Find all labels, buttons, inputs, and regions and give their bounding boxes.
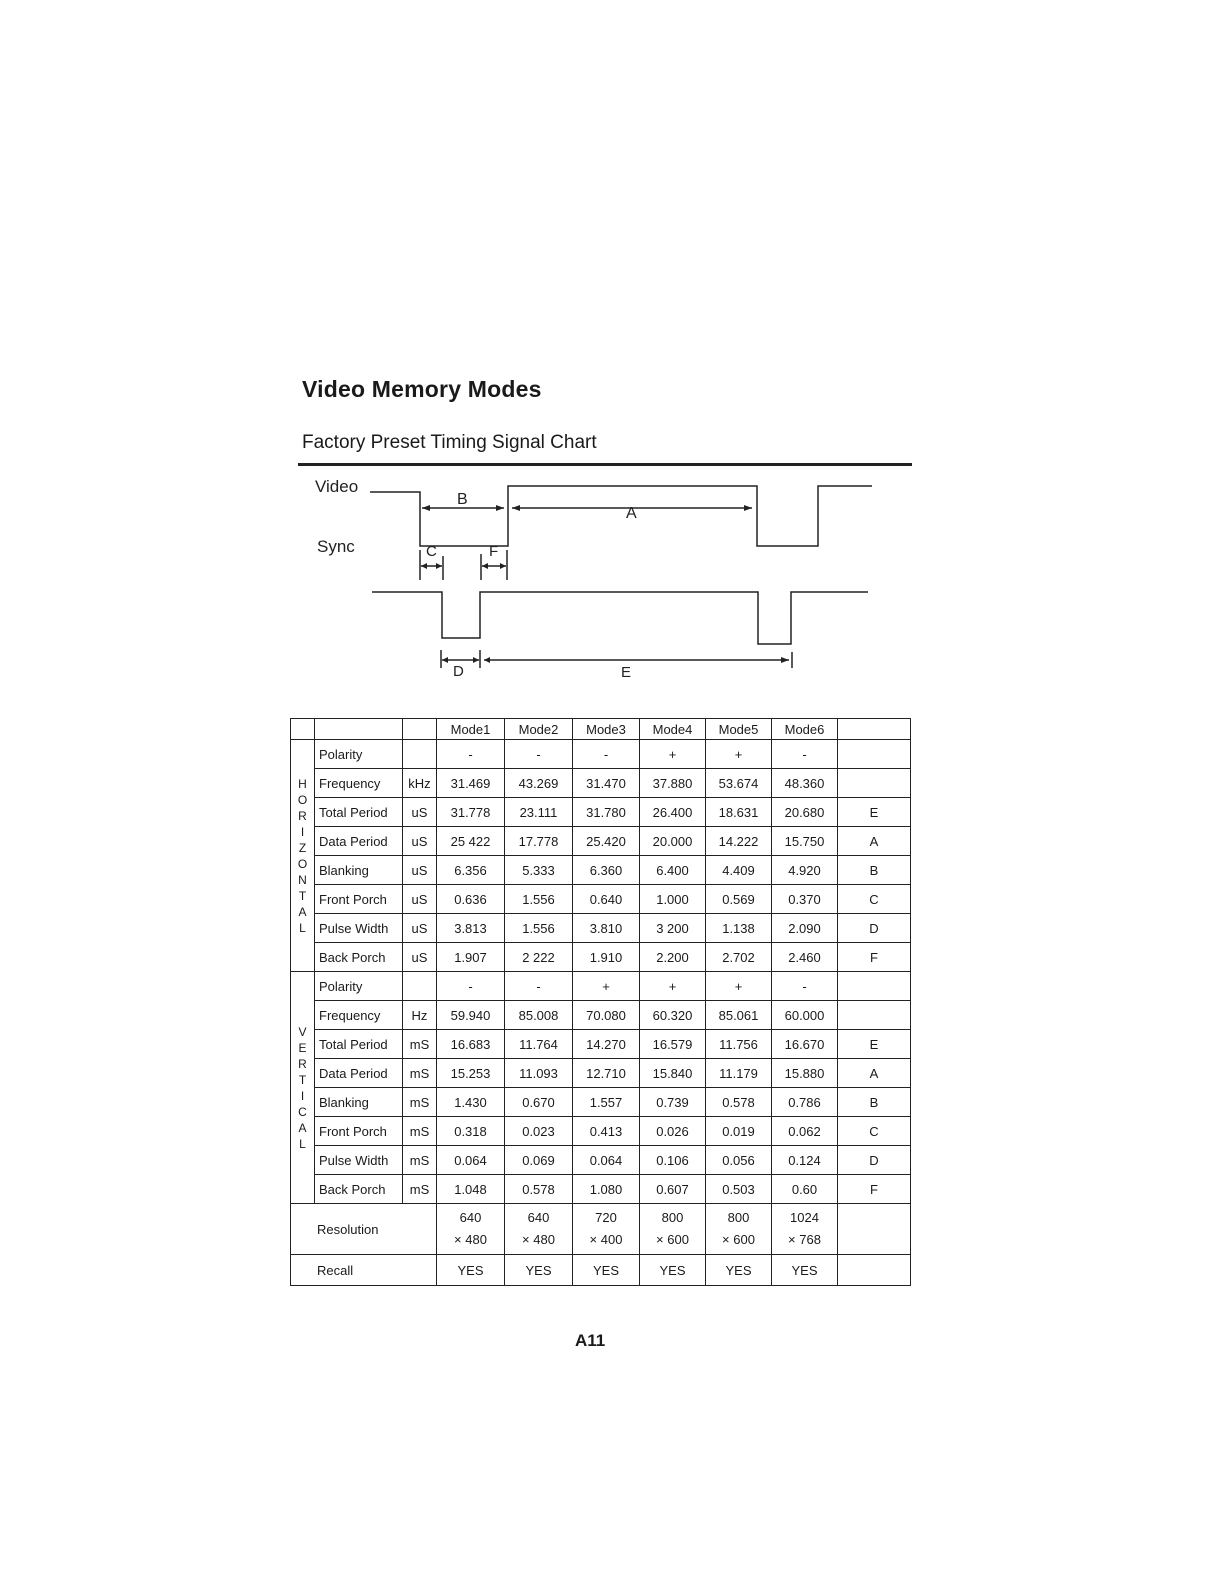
horizontal-group-label — [291, 740, 315, 972]
group-label-letter: O — [297, 856, 308, 871]
recall-blank — [838, 1255, 911, 1286]
group-label-letter: N — [298, 872, 307, 887]
value-cell: 0.640 — [573, 885, 640, 914]
value-cell: - — [437, 972, 505, 1001]
value-cell: 2 222 — [505, 943, 573, 972]
section-rule — [298, 463, 912, 466]
recall-cell: YES — [772, 1255, 838, 1286]
group-label-letter: T — [298, 888, 307, 903]
recall-cell: YES — [437, 1255, 505, 1286]
a-arrow-right — [744, 505, 752, 511]
horizontal-row — [291, 914, 911, 943]
horizontal-row — [291, 856, 911, 885]
vertical-group-label — [291, 972, 315, 1204]
value-cell: 0.026 — [640, 1117, 706, 1146]
value-cell: 16.670 — [772, 1030, 838, 1059]
unit-cell — [403, 740, 437, 769]
value-cell: 37.880 — [640, 769, 706, 798]
sync-label: Sync — [317, 537, 355, 556]
value-cell: 0.019 — [706, 1117, 772, 1146]
e-arrow-right — [781, 657, 789, 663]
recall-cell: YES — [640, 1255, 706, 1286]
value-cell: 3 200 — [640, 914, 706, 943]
value-cell: 0.670 — [505, 1088, 573, 1117]
marker-a: A — [626, 505, 637, 522]
value-cell: 31.778 — [437, 798, 505, 827]
unit-cell: mS — [403, 1175, 437, 1204]
reference-letter: A — [838, 1059, 911, 1088]
value-cell: 1.556 — [505, 914, 573, 943]
group-label-letter: V — [298, 1024, 307, 1039]
value-cell: 43.269 — [505, 769, 573, 798]
group-label-letter: I — [300, 1088, 305, 1103]
reference-letter — [838, 740, 911, 769]
horizontal-row — [291, 943, 911, 972]
vertical-row — [291, 1175, 911, 1204]
value-cell: 85.008 — [505, 1001, 573, 1030]
timing-table — [290, 718, 911, 1286]
resolution-cell: 720 × 400 — [573, 1204, 640, 1255]
reference-letter: D — [838, 1146, 911, 1175]
value-cell: 2.200 — [640, 943, 706, 972]
value-cell: 0.056 — [706, 1146, 772, 1175]
group-label-letter: L — [299, 1136, 306, 1151]
group-label-letter: T — [298, 1072, 307, 1087]
value-cell: 4.409 — [706, 856, 772, 885]
horizontal-row — [291, 769, 911, 798]
group-label-letter: Z — [298, 840, 307, 855]
marker-f: F — [489, 543, 499, 560]
sync-waveform — [372, 592, 868, 644]
marker-b: B — [457, 491, 468, 508]
unit-cell: kHz — [403, 769, 437, 798]
resolution-cell: 640 × 480 — [505, 1204, 573, 1255]
group-label-letter: R — [298, 1056, 307, 1071]
value-cell: 1.907 — [437, 943, 505, 972]
group-label-letter: A — [298, 1120, 307, 1135]
horizontal-row — [291, 798, 911, 827]
vertical-row — [291, 1030, 911, 1059]
reference-letter: A — [838, 827, 911, 856]
marker-d: D — [453, 663, 464, 680]
value-cell: 14.270 — [573, 1030, 640, 1059]
horizontal-section — [291, 740, 911, 972]
value-cell: 70.080 — [573, 1001, 640, 1030]
resolution-cell: 800 × 600 — [640, 1204, 706, 1255]
value-cell: 14.222 — [706, 827, 772, 856]
recall-cell: YES — [706, 1255, 772, 1286]
vertical-row — [291, 1088, 911, 1117]
unit-cell: mS — [403, 1030, 437, 1059]
vertical-row — [291, 1146, 911, 1175]
value-cell: 1.048 — [437, 1175, 505, 1204]
group-label-letter: H — [298, 776, 307, 791]
vertical-row — [291, 972, 911, 1001]
reference-letter: D — [838, 914, 911, 943]
c-arrow-right — [436, 563, 442, 569]
page-number: A11 — [575, 1331, 606, 1350]
value-cell: - — [505, 740, 573, 769]
reference-letter: B — [838, 856, 911, 885]
parameter-name: Frequency — [315, 769, 403, 798]
value-cell: 2.090 — [772, 914, 838, 943]
parameter-name: Pulse Width — [315, 914, 403, 943]
horizontal-row — [291, 885, 911, 914]
value-cell: 17.778 — [505, 827, 573, 856]
parameter-name: Pulse Width — [315, 1146, 403, 1175]
mode-header: Mode5 — [706, 719, 772, 740]
parameter-name: Back Porch — [315, 1175, 403, 1204]
value-cell: - — [505, 972, 573, 1001]
unit-cell: mS — [403, 1146, 437, 1175]
value-cell: 1.910 — [573, 943, 640, 972]
recall-label: Recall — [291, 1255, 437, 1286]
vertical-row — [291, 1059, 911, 1088]
a-arrow-left — [512, 505, 520, 511]
value-cell: 6.360 — [573, 856, 640, 885]
reference-letter — [838, 1001, 911, 1030]
unit-cell: uS — [403, 914, 437, 943]
recall-cell: YES — [573, 1255, 640, 1286]
group-label-letter: R — [298, 808, 307, 823]
unit-cell: uS — [403, 856, 437, 885]
unit-cell: uS — [403, 827, 437, 856]
value-cell: 25.420 — [573, 827, 640, 856]
unit-cell: mS — [403, 1117, 437, 1146]
resolution-blank — [838, 1204, 911, 1255]
value-cell: 0.636 — [437, 885, 505, 914]
mode-header-row — [291, 719, 911, 740]
value-cell: 85.061 — [706, 1001, 772, 1030]
parameter-name: Back Porch — [315, 943, 403, 972]
horizontal-row — [291, 827, 911, 856]
parameter-name: Front Porch — [315, 1117, 403, 1146]
f-arrow-right — [500, 563, 506, 569]
value-cell: - — [437, 740, 505, 769]
group-label-letter: O — [297, 792, 308, 807]
value-cell: 25 422 — [437, 827, 505, 856]
f-arrow-left — [482, 563, 488, 569]
reference-letter: E — [838, 798, 911, 827]
reference-letter — [838, 769, 911, 798]
parameter-name: Polarity — [315, 740, 403, 769]
value-cell: 0.069 — [505, 1146, 573, 1175]
section-subtitle: Factory Preset Timing Signal Chart — [302, 432, 597, 453]
value-cell: 60.000 — [772, 1001, 838, 1030]
parameter-name: Polarity — [315, 972, 403, 1001]
marker-e: E — [621, 664, 632, 681]
d-arrow-right — [473, 657, 479, 663]
value-cell: 0.739 — [640, 1088, 706, 1117]
vertical-section — [291, 972, 911, 1204]
value-cell: - — [772, 972, 838, 1001]
value-cell: 16.579 — [640, 1030, 706, 1059]
value-cell: 20.000 — [640, 827, 706, 856]
parameter-name: Blanking — [315, 1088, 403, 1117]
b-arrow-left — [422, 505, 430, 511]
unit-cell: mS — [403, 1059, 437, 1088]
vertical-row — [291, 1117, 911, 1146]
value-cell: 31.469 — [437, 769, 505, 798]
reference-letter: F — [838, 943, 911, 972]
value-cell: + — [640, 740, 706, 769]
parameter-name: Data Period — [315, 827, 403, 856]
c-arrow-left — [421, 563, 427, 569]
unit-cell: uS — [403, 943, 437, 972]
parameter-name: Front Porch — [315, 885, 403, 914]
resolution-row — [291, 1204, 911, 1255]
resolution-cell: 800 × 600 — [706, 1204, 772, 1255]
value-cell: 11.764 — [505, 1030, 573, 1059]
header-blank — [403, 719, 437, 740]
value-cell: 0.370 — [772, 885, 838, 914]
reference-letter: C — [838, 1117, 911, 1146]
value-cell: 0.578 — [706, 1088, 772, 1117]
value-cell: 11.756 — [706, 1030, 772, 1059]
unit-cell: mS — [403, 1088, 437, 1117]
value-cell: 0.124 — [772, 1146, 838, 1175]
unit-cell: Hz — [403, 1001, 437, 1030]
value-cell: 0.60 — [772, 1175, 838, 1204]
value-cell: 0.023 — [505, 1117, 573, 1146]
value-cell: 26.400 — [640, 798, 706, 827]
value-cell: 0.106 — [640, 1146, 706, 1175]
value-cell: 0.318 — [437, 1117, 505, 1146]
group-label-letter: I — [300, 824, 305, 839]
value-cell: 60.320 — [640, 1001, 706, 1030]
value-cell: 2.460 — [772, 943, 838, 972]
value-cell: - — [573, 740, 640, 769]
reference-letter: C — [838, 885, 911, 914]
value-cell: 15.750 — [772, 827, 838, 856]
value-cell: 59.940 — [437, 1001, 505, 1030]
value-cell: 1.557 — [573, 1088, 640, 1117]
value-cell: 12.710 — [573, 1059, 640, 1088]
value-cell: 1.000 — [640, 885, 706, 914]
parameter-name: Total Period — [315, 1030, 403, 1059]
vertical-row — [291, 1001, 911, 1030]
resolution-cell: 1024 × 768 — [772, 1204, 838, 1255]
mode-header: Mode4 — [640, 719, 706, 740]
page-title: Video Memory Modes — [302, 376, 542, 402]
video-label: Video — [315, 477, 359, 496]
value-cell: 15.253 — [437, 1059, 505, 1088]
unit-cell: uS — [403, 885, 437, 914]
header-blank — [315, 719, 403, 740]
group-label-letter: C — [298, 1104, 307, 1119]
value-cell: 6.400 — [640, 856, 706, 885]
value-cell: 0.062 — [772, 1117, 838, 1146]
value-cell: 2.702 — [706, 943, 772, 972]
value-cell: 48.360 — [772, 769, 838, 798]
horizontal-row — [291, 740, 911, 769]
value-cell: 3.810 — [573, 914, 640, 943]
parameter-name: Data Period — [315, 1059, 403, 1088]
b-arrow-right — [496, 505, 504, 511]
value-cell: 0.569 — [706, 885, 772, 914]
value-cell: 0.064 — [437, 1146, 505, 1175]
value-cell: 53.674 — [706, 769, 772, 798]
recall-row — [291, 1255, 911, 1286]
resolution-label: Resolution — [291, 1204, 437, 1255]
marker-c: C — [426, 543, 437, 560]
group-label-letter: A — [298, 904, 307, 919]
value-cell: 11.093 — [505, 1059, 573, 1088]
value-cell: 0.413 — [573, 1117, 640, 1146]
e-arrow-left — [484, 657, 490, 663]
value-cell: 1.430 — [437, 1088, 505, 1117]
resolution-cell: 640 × 480 — [437, 1204, 505, 1255]
value-cell: 31.470 — [573, 769, 640, 798]
reference-letter — [838, 972, 911, 1001]
value-cell: 0.786 — [772, 1088, 838, 1117]
mode-header: Mode6 — [772, 719, 838, 740]
value-cell: + — [640, 972, 706, 1001]
parameter-name: Total Period — [315, 798, 403, 827]
mode-header: Mode1 — [437, 719, 505, 740]
timing-diagram — [300, 470, 890, 690]
group-label-letter: E — [298, 1040, 307, 1055]
header-blank — [838, 719, 911, 740]
unit-cell: uS — [403, 798, 437, 827]
d-arrow-left — [442, 657, 448, 663]
value-cell: 15.840 — [640, 1059, 706, 1088]
value-cell: 15.880 — [772, 1059, 838, 1088]
value-cell: 0.578 — [505, 1175, 573, 1204]
reference-letter: B — [838, 1088, 911, 1117]
value-cell: 5.333 — [505, 856, 573, 885]
value-cell: 4.920 — [772, 856, 838, 885]
value-cell: 20.680 — [772, 798, 838, 827]
value-cell: 3.813 — [437, 914, 505, 943]
recall-cell: YES — [505, 1255, 573, 1286]
reference-letter: F — [838, 1175, 911, 1204]
value-cell: 0.607 — [640, 1175, 706, 1204]
value-cell: 6.356 — [437, 856, 505, 885]
value-cell: 18.631 — [706, 798, 772, 827]
value-cell: 16.683 — [437, 1030, 505, 1059]
value-cell: 11.179 — [706, 1059, 772, 1088]
value-cell: + — [706, 740, 772, 769]
unit-cell — [403, 972, 437, 1001]
mode-header: Mode3 — [573, 719, 640, 740]
value-cell: 1.138 — [706, 914, 772, 943]
video-waveform — [370, 486, 872, 546]
group-label-letter: L — [299, 920, 306, 935]
value-cell: 1.556 — [505, 885, 573, 914]
value-cell: 31.780 — [573, 798, 640, 827]
parameter-name: Blanking — [315, 856, 403, 885]
value-cell: 0.064 — [573, 1146, 640, 1175]
header-blank — [291, 719, 315, 740]
parameter-name: Frequency — [315, 1001, 403, 1030]
value-cell: - — [772, 740, 838, 769]
value-cell: 0.503 — [706, 1175, 772, 1204]
value-cell: 23.111 — [505, 798, 573, 827]
value-cell: + — [573, 972, 640, 1001]
value-cell: 1.080 — [573, 1175, 640, 1204]
value-cell: + — [706, 972, 772, 1001]
reference-letter: E — [838, 1030, 911, 1059]
mode-header: Mode2 — [505, 719, 573, 740]
